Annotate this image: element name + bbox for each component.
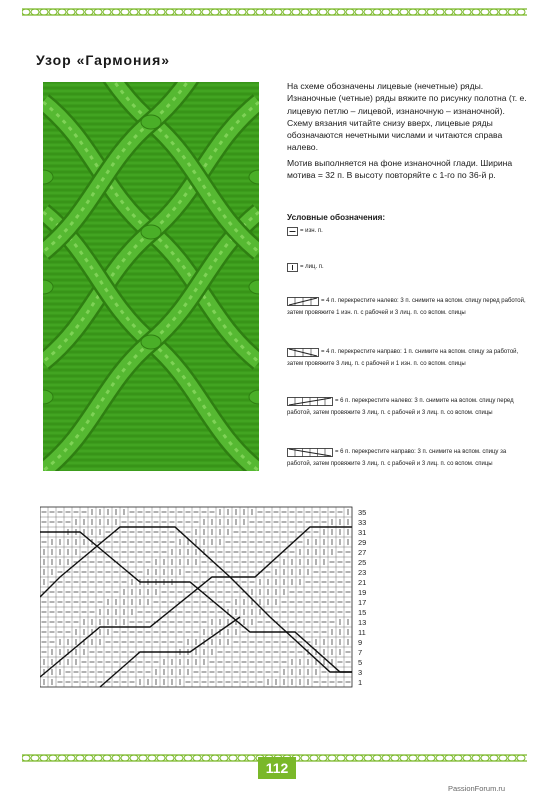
cross-6-left-icon bbox=[287, 397, 333, 406]
row-number: 29 bbox=[358, 538, 367, 547]
row-number: 33 bbox=[358, 518, 367, 527]
description-paragraph-2: Мотив выполняется на фоне изнаночной глади. Ширина мотива = 32 п. В высоту повторяйте с 1-го по 36-й р. bbox=[287, 157, 513, 181]
legend-item-cross-4-left bbox=[287, 296, 527, 320]
cross-4-left-icon bbox=[287, 297, 319, 306]
top-ornament-border bbox=[22, 6, 527, 18]
knit-icon bbox=[287, 263, 298, 272]
legend-item-knit bbox=[287, 262, 407, 274]
legend-text: = изн. п. bbox=[300, 228, 323, 234]
knitting-chart bbox=[40, 505, 385, 695]
page-title: Узор «Гармония» bbox=[36, 52, 171, 68]
legend-text: = 4 п. перекрестите налево: 3 п. снимите на вспом. спицу перед работой, затем провяжите 1 изн. п. с рабочей и 3 лиц. п. со вспом. спицы bbox=[287, 298, 526, 317]
row-number: 19 bbox=[358, 588, 367, 597]
legend-text: = 6 п. перекрестите направо: 3 п. снимите на вспом. спицу за работой, затем провяжите 3 лиц. п. с рабочей и 3 лиц. п. со вспом. спицы bbox=[287, 449, 507, 468]
purl-icon bbox=[287, 227, 298, 236]
legend-item-cross-4-right bbox=[287, 347, 527, 371]
legend-text: = 4 п. перекрестите направо: 1 п. снимите на вспом. спицу за работой, затем провяжите 3 лиц. п. с рабочей и 1 изн. п. со вспом. спицы bbox=[287, 349, 519, 368]
page-number: 112 bbox=[258, 757, 296, 779]
row-number: 35 bbox=[358, 508, 367, 517]
legend-text: = лиц. п. bbox=[300, 264, 324, 270]
watermark: PassionForum.ru bbox=[448, 784, 506, 793]
row-number: 25 bbox=[358, 558, 367, 567]
row-number: 21 bbox=[358, 578, 367, 587]
row-number: 23 bbox=[358, 568, 367, 577]
knitted-sample-photo bbox=[43, 82, 259, 471]
row-number: 9 bbox=[358, 638, 363, 647]
description-paragraph-1: На схеме обозначены лицевые (нечетные) ряды. Изнаночные (четные) ряды вяжите по рисунку полотна (т. е. лицевую петлю – лицевой, изнаночную – изнаночной). Схему вязания читайте снизу вверх, лицевые ряды обозначаются нечетными числами и читаются справа налево. bbox=[287, 81, 527, 153]
description bbox=[287, 80, 527, 184]
legend-item-cross-6-left bbox=[287, 396, 527, 420]
row-number: 11 bbox=[358, 628, 366, 637]
cross-6-right-icon bbox=[287, 448, 333, 457]
legend-item-purl bbox=[287, 226, 407, 238]
row-number: 7 bbox=[358, 648, 363, 657]
legend-text: = 6 п. перекрестите налево: 3 п. снимите на вспом. спицу перед работой, затем провяжите 3 лиц. п. с рабочей и 3 лиц. п. со вспом. спицы bbox=[287, 398, 514, 417]
row-number: 17 bbox=[358, 598, 367, 607]
row-number: 13 bbox=[358, 618, 367, 627]
row-number: 27 bbox=[358, 548, 367, 557]
row-number: 1 bbox=[358, 678, 363, 687]
row-number: 31 bbox=[358, 528, 367, 537]
row-number: 3 bbox=[358, 668, 363, 677]
legend-title: Условные обозначения: bbox=[287, 213, 386, 222]
row-number: 15 bbox=[358, 608, 367, 617]
row-number: 5 bbox=[358, 658, 363, 667]
legend-item-cross-6-right bbox=[287, 447, 527, 471]
cross-4-right-icon bbox=[287, 348, 319, 357]
